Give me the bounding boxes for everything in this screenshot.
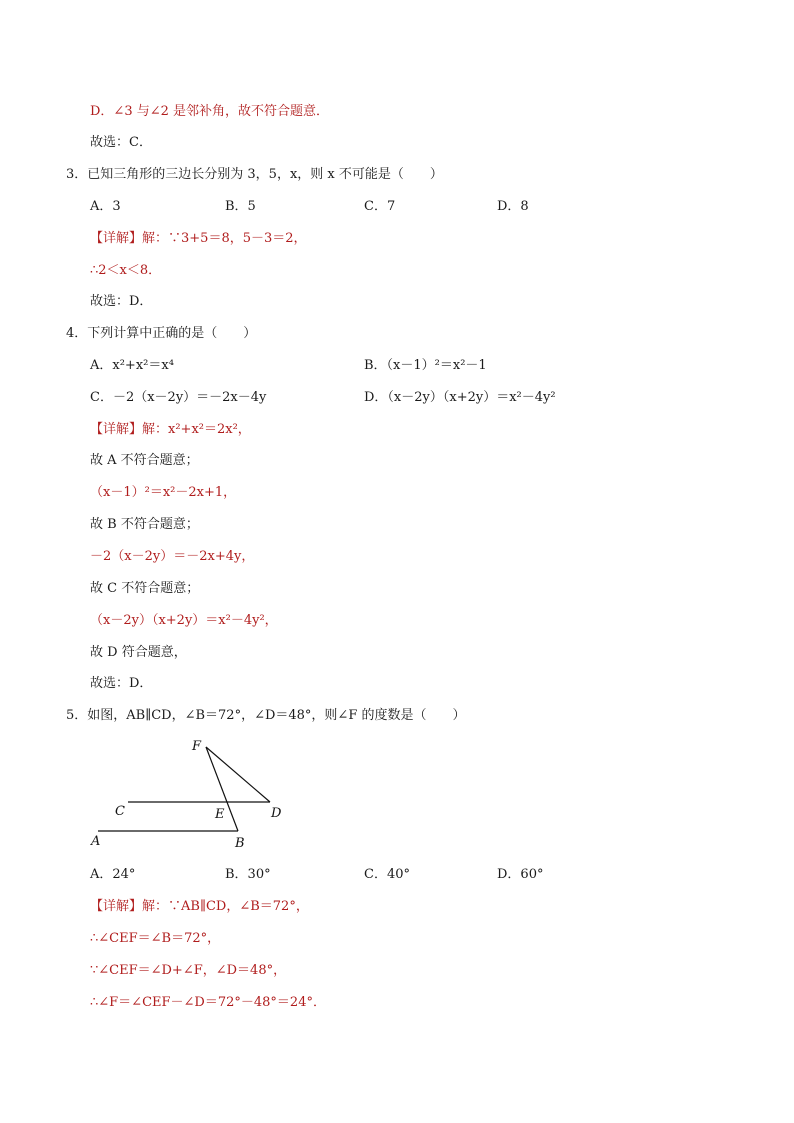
option-d-explanation: D．∠3 与∠2 是邻补角，故不符合题意． <box>90 104 330 119</box>
q3-option-c: C．7 <box>364 199 396 214</box>
q4-option-d: D．（x－2y）（x+2y）＝x²－4y² <box>364 390 556 405</box>
q5-option-a: A．24° <box>90 867 136 882</box>
question-5-stem: 5．如图，AB∥CD，∠B＝72°，∠D＝48°，则∠F 的度数是（ ） <box>66 708 466 723</box>
q3-solution-1 <box>90 230 307 248</box>
label-b: B <box>235 836 245 851</box>
detail-tag: 【详解】 <box>90 422 143 437</box>
q5-solution-3: ∵∠CEF＝∠D+∠F，∠D＝48°， <box>90 963 287 978</box>
q3-solution-2: ∴2＜x＜8． <box>90 263 162 278</box>
q5-solution-2: ∴∠CEF＝∠B＝72°， <box>90 931 221 946</box>
answer-line: 故选：C． <box>90 135 152 150</box>
q4-answer: 故选：D． <box>90 676 153 691</box>
q4-solution-4: 故 B 不符合题意； <box>90 517 199 532</box>
q5-option-b: B．30° <box>225 867 271 882</box>
q4-solution-7: （x－2y）（x+2y）＝x²－4y²， <box>90 613 278 628</box>
q4-solution-2: 故 A 不符合题意； <box>90 453 199 468</box>
q3-solution-text: 解：∵3+5＝8，5－3＝2， <box>142 231 307 246</box>
line-fd <box>206 747 270 802</box>
q5-option-d: D．60° <box>497 867 544 882</box>
q3-answer: 故选：D． <box>90 294 153 309</box>
q5-solution-1 <box>90 898 309 916</box>
q4-option-c: C．－2（x－2y）＝－2x－4y <box>90 390 267 405</box>
q4-solution-6: 故 C 不符合题意； <box>90 581 200 596</box>
q5-solution-text: 解：∵AB∥CD，∠B＝72°， <box>142 899 309 914</box>
geometry-figure <box>88 735 298 855</box>
q4-option-a: A．x²+x²＝x⁴ <box>90 358 174 373</box>
label-a: A <box>91 834 101 849</box>
q4-option-b: B．（x－1）²＝x²－1 <box>364 358 487 373</box>
q5-solution-4: ∴∠F＝∠CEF－∠D＝72°－48°＝24°． <box>90 995 326 1010</box>
detail-tag: 【详解】 <box>90 231 143 246</box>
label-f: F <box>192 739 202 754</box>
q4-solution-1 <box>90 421 251 439</box>
question-4-stem: 4．下列计算中正确的是（ ） <box>66 326 257 341</box>
q5-option-c: C．40° <box>364 867 410 882</box>
q4-solution-3: （x－1）²＝x²－2x+1， <box>90 485 237 500</box>
q4-solution-5: －2（x－2y）＝－2x+4y， <box>90 549 255 564</box>
q3-option-d: D．8 <box>497 199 529 214</box>
detail-tag: 【详解】 <box>90 899 143 914</box>
question-3-stem: 3．已知三角形的三边长分别为 3，5，x，则 x 不可能是（ ） <box>66 167 443 182</box>
q4-solution-text: 解：x²+x²＝2x²， <box>142 422 251 437</box>
q3-option-a: A．3 <box>90 199 121 214</box>
label-d: D <box>271 806 282 821</box>
parallel-lines-diagram <box>88 735 298 855</box>
label-e: E <box>215 807 225 822</box>
q4-solution-8: 故 D 符合题意， <box>90 645 187 660</box>
label-c: C <box>115 804 125 819</box>
q3-option-b: B．5 <box>225 199 256 214</box>
